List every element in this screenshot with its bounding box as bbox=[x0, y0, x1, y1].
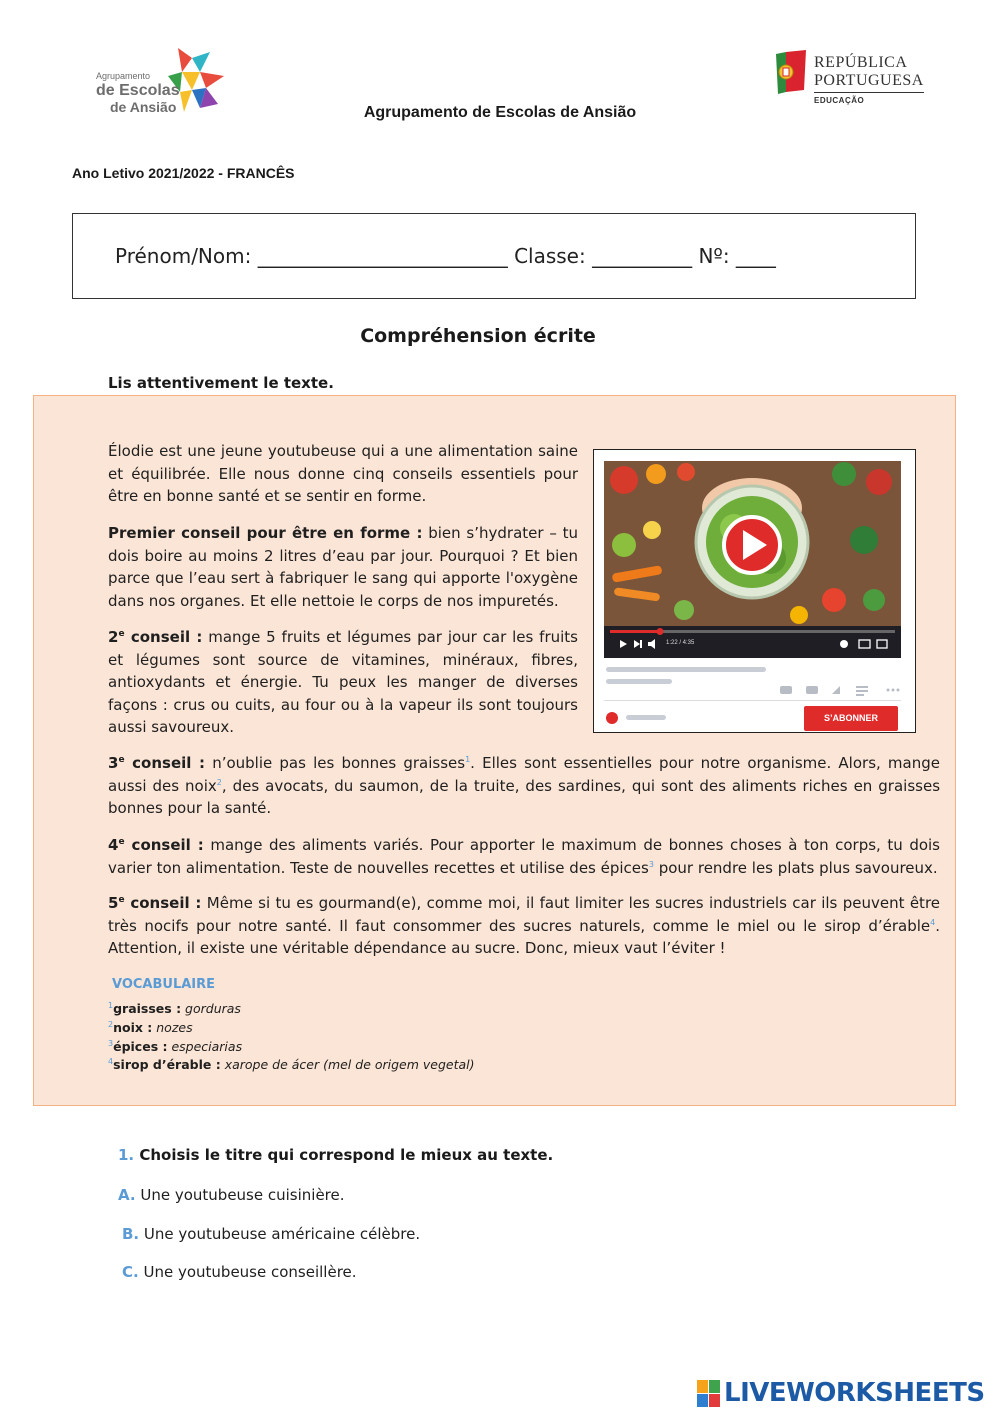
advice-4-body-a: mange des aliments variés. Pour apporter le maximum de bonnes choses à ton corps, tu dois varier ton alimentation. Teste de nouvelles recettes et utilise des épices bbox=[108, 836, 940, 877]
vocab-term: sirop d’érable : bbox=[113, 1057, 221, 1072]
advice-4-label: conseil : bbox=[124, 836, 204, 854]
logo-text-line-3: de Ansião bbox=[110, 99, 177, 115]
question-number: 1. bbox=[118, 1146, 135, 1164]
school-title: Agrupamento de Escolas de Ansião bbox=[363, 104, 637, 121]
advice-3-body-a: n’oublie pas les bonnes graisses bbox=[205, 754, 466, 772]
vocab-number: 2 bbox=[108, 1019, 114, 1029]
logo-text-line-1: Agrupamento bbox=[96, 71, 151, 81]
vocabulary-item bbox=[108, 1056, 475, 1074]
option-text: Une youtubeuse cuisinière. bbox=[135, 1186, 345, 1204]
subscribe-button: S’ABONNER bbox=[804, 706, 898, 731]
vocab-meaning: especiarias bbox=[167, 1039, 243, 1054]
answer-option-a[interactable] bbox=[118, 1186, 345, 1204]
liveworksheets-logo-icon bbox=[696, 1379, 722, 1409]
advice-3-label: conseil : bbox=[124, 754, 206, 772]
instruction: Lis attentivement le texte. bbox=[108, 374, 334, 392]
student-info-box bbox=[72, 213, 916, 299]
advice-2-label: conseil : bbox=[124, 628, 203, 646]
advice-2-number: 2 bbox=[108, 628, 119, 646]
school-logo bbox=[88, 46, 228, 124]
advice-3-body-c: , des avocats, du saumon, de la truite, des sardines, qui sont des aliments riches en graisses bonnes pour la santé. bbox=[108, 776, 941, 817]
footnote-ref-4: 4 bbox=[930, 917, 936, 927]
question-1 bbox=[118, 1146, 553, 1164]
vocabulary-item bbox=[108, 1000, 241, 1018]
gov-logo-line-2: PORTUGUESA bbox=[814, 72, 924, 89]
vocab-term: noix : bbox=[113, 1020, 153, 1035]
vocab-meaning: nozes bbox=[152, 1020, 193, 1035]
vocab-number: 1 bbox=[108, 1000, 114, 1010]
vocabulary-title: VOCABULAIRE bbox=[112, 977, 216, 992]
paragraph-intro: Élodie est une jeune youtubeuse qui a une alimentation saine et équilibrée. Elle nous donne cinq conseils essentiels pour être en bonne santé et se sentir en forme. bbox=[108, 442, 578, 505]
footnote-ref-1: 1 bbox=[465, 755, 471, 764]
answer-option-b[interactable] bbox=[122, 1225, 420, 1243]
video-illustration bbox=[593, 449, 916, 733]
paragraph-advice-2 bbox=[108, 626, 578, 739]
portugal-flag-icon bbox=[772, 50, 808, 96]
video-player-icon bbox=[594, 450, 917, 734]
advice-3-body-b: . Elles sont essentielles pour notre organisme. Alors, mange aussi des noix bbox=[108, 754, 940, 795]
advice-2-suffix: e bbox=[118, 629, 125, 639]
advice-3-suffix: e bbox=[118, 755, 125, 765]
vocab-term: épices : bbox=[113, 1039, 168, 1054]
advice-3-number: 3 bbox=[108, 754, 119, 772]
footnote-ref-3: 3 bbox=[648, 859, 654, 869]
advice-4-suffix: e bbox=[118, 837, 125, 847]
liveworksheets-brand bbox=[696, 1377, 996, 1409]
gov-logo-line-1: REPÚBLICA bbox=[814, 54, 908, 71]
vocab-meaning: gorduras bbox=[181, 1001, 241, 1016]
option-letter: A. bbox=[118, 1186, 136, 1204]
logo-text-line-2: de Escolas bbox=[96, 82, 180, 99]
advice-5-label: conseil : bbox=[124, 894, 202, 912]
advice-1-body: bien s’hydrater – tu dois boire au moins 2 litres d’eau par jour. Pourquoi ? Et bien parce que l’eau sert à fabriquer le sang qui apporte l'oxygène dans nos organes. Et elle nettoie le corps de nos impuretés. bbox=[108, 524, 578, 610]
brand-text: LIVEWORKSHEETS bbox=[724, 1378, 985, 1408]
gov-logo-line-3: EDUCAÇÃO bbox=[814, 92, 924, 105]
option-letter: B. bbox=[122, 1225, 140, 1243]
section-title: Compréhension écrite bbox=[360, 325, 596, 347]
option-text: Une youtubeuse conseillère. bbox=[138, 1263, 357, 1281]
year-line: Ano Letivo 2021/2022 - FRANCÊS bbox=[72, 165, 295, 181]
answer-option-c[interactable] bbox=[122, 1263, 357, 1281]
video-time-label: 1:22 / 4:35 bbox=[666, 640, 695, 646]
option-letter: C. bbox=[122, 1263, 139, 1281]
advice-5-number: 5 bbox=[108, 894, 119, 912]
advice-1-label: Premier conseil pour être en forme : bbox=[108, 524, 423, 542]
paragraph-advice-4 bbox=[108, 834, 940, 879]
question-text: Choisis le titre qui correspond le mieux au texte. bbox=[134, 1146, 554, 1164]
advice-5-body-a: Même si tu es gourmand(e), comme moi, il faut limiter les sucres industriels car ils peuvent être très nocifs pour notre santé. Il faut consommer des sucres naturels, comme le miel ou le sirop d’érable bbox=[108, 894, 941, 935]
advice-5-suffix: e bbox=[118, 895, 125, 905]
paragraph-advice-1 bbox=[108, 522, 578, 612]
vocabulary-item bbox=[108, 1019, 193, 1037]
advice-4-body-b: pour rendre les plats plus savoureux. bbox=[653, 858, 938, 877]
vocab-term: graisses : bbox=[113, 1001, 182, 1016]
advice-2-body: mange 5 fruits et légumes par jour car les fruits et légumes sont source de vitamines, minéraux, fibres, antioxydants et énergie. Tu peux les manger de diverses façons : crus ou cuits, au four ou à la vapeur ils sont toujours aussi savoureux. bbox=[108, 628, 579, 736]
vocab-meaning: xarope de ácer (mel de origem vegetal) bbox=[220, 1057, 475, 1072]
student-info-fields[interactable]: Prénom/Nom: _________________________ Classe: __________ Nº: ____ bbox=[115, 244, 776, 268]
option-text: Une youtubeuse américaine célèbre. bbox=[139, 1225, 421, 1243]
paragraph-advice-3 bbox=[108, 752, 940, 820]
advice-4-number: 4 bbox=[108, 836, 119, 854]
vocab-number: 4 bbox=[108, 1056, 114, 1066]
advice-5-body-b: . Attention, il existe une véritable dépendance au sucre. Donc, mieux vaut l’éviter ! bbox=[108, 916, 940, 957]
vocabulary-item bbox=[108, 1038, 242, 1056]
government-logo bbox=[772, 50, 932, 110]
vocab-number: 3 bbox=[108, 1038, 114, 1048]
footnote-ref-2: 2 bbox=[216, 777, 222, 787]
paragraph-advice-5 bbox=[108, 892, 940, 960]
